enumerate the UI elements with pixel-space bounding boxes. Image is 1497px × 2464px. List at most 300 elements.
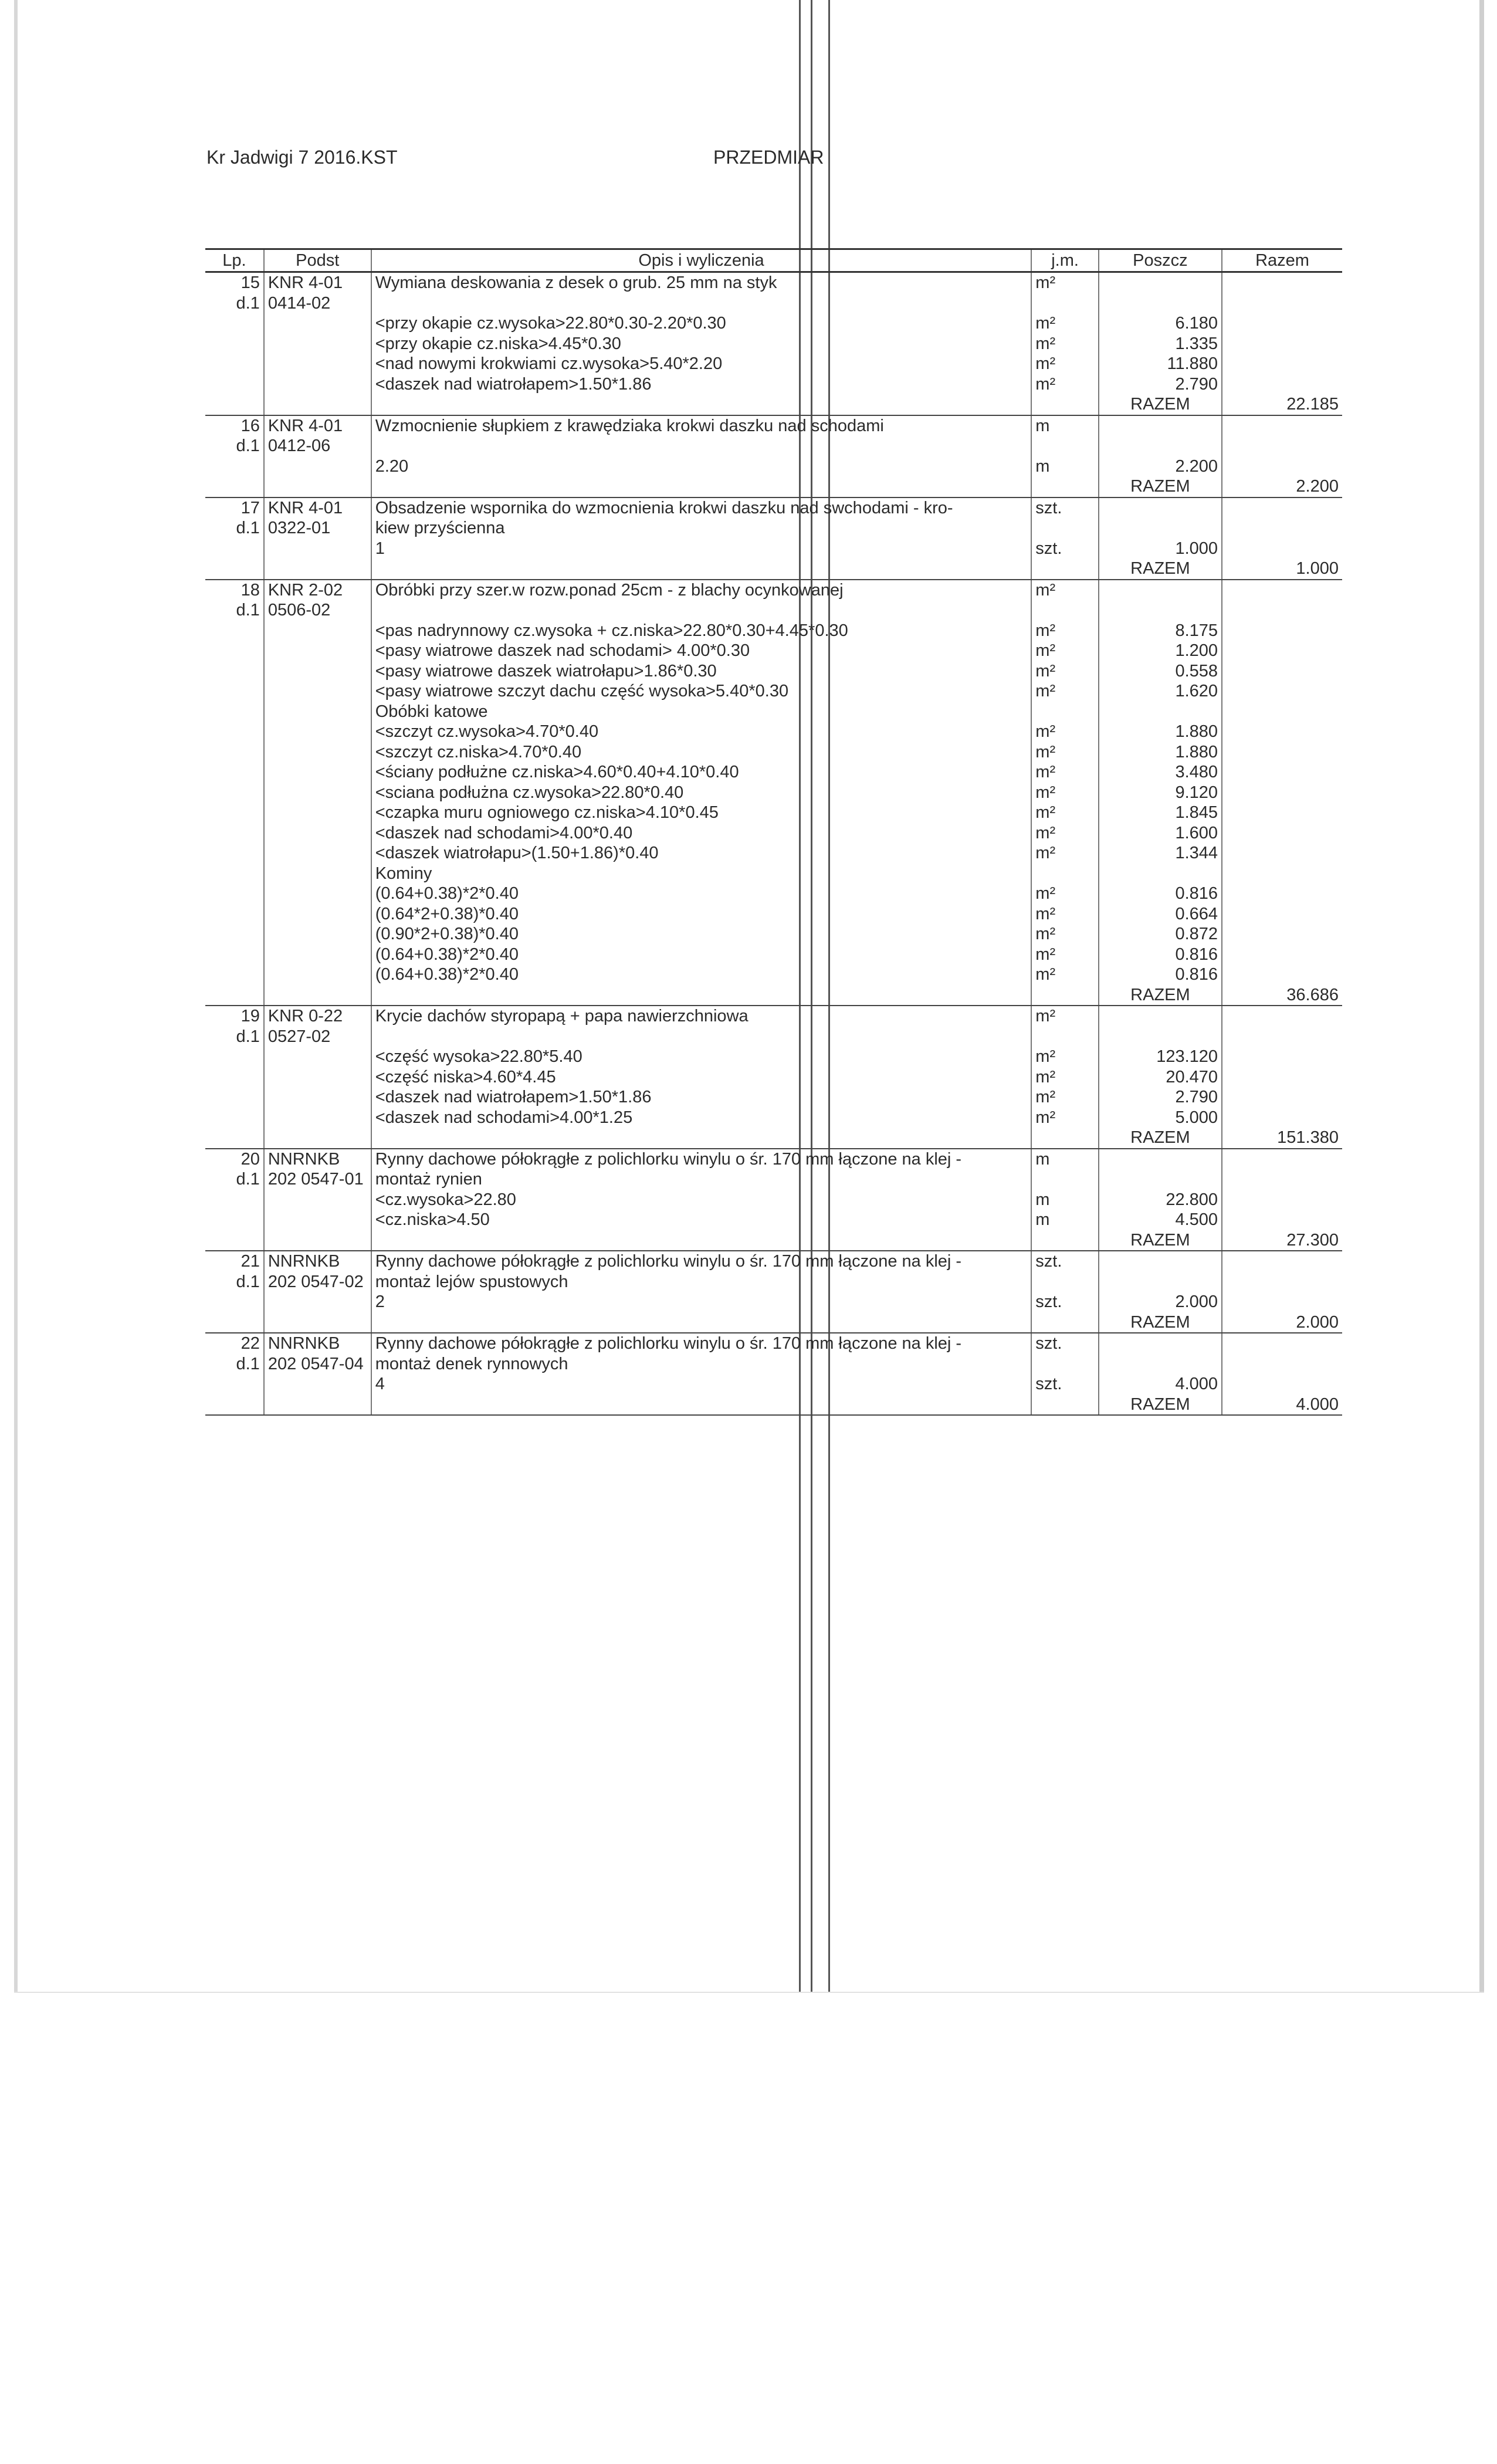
podst-cell: KNR 2-02 <box>264 580 371 601</box>
razem-cell <box>1222 334 1342 354</box>
poszcz-cell: RAZEM <box>1099 394 1222 415</box>
scan-edge-right <box>1479 0 1484 1992</box>
opis-cell: <część niska>4.60*4.45 <box>371 1067 1032 1088</box>
jm-cell: szt. <box>1031 497 1099 519</box>
poszcz-cell <box>1099 415 1222 436</box>
podst-cell: 202 0547-04 <box>264 1354 371 1375</box>
calc-row <box>205 621 1342 641</box>
razem-cell <box>1222 580 1342 601</box>
file-name: Kr Jadwigi 7 2016.KST <box>206 147 398 168</box>
col-razem: Razem <box>1222 249 1342 272</box>
lp-cell <box>205 1210 264 1230</box>
razem-cell <box>1222 702 1342 722</box>
lp-cell <box>205 476 264 497</box>
opis-cell: <daszek nad wiatrołapem>1.50*1.86 <box>371 1087 1032 1108</box>
table-body <box>205 272 1342 1416</box>
jm-cell: m² <box>1031 641 1099 661</box>
calc-row <box>205 924 1342 945</box>
poszcz-cell <box>1099 518 1222 539</box>
lp-cell: d.1 <box>205 1027 264 1047</box>
calc-row <box>205 783 1342 803</box>
item-header-row <box>205 415 1342 436</box>
jm-cell <box>1031 600 1099 621</box>
total-row <box>205 1395 1342 1416</box>
jm-cell <box>1031 518 1099 539</box>
total-row <box>205 559 1342 580</box>
item-subheader-row <box>205 518 1342 539</box>
podst-cell <box>264 681 371 702</box>
col-opis: Opis i wyliczenia <box>371 249 1032 272</box>
opis-cell: <nad nowymi krokwiami cz.wysoka>5.40*2.20 <box>371 354 1032 374</box>
jm-cell: m² <box>1031 843 1099 864</box>
razem-cell <box>1222 1006 1342 1027</box>
jm-cell: szt. <box>1031 1251 1099 1272</box>
podst-cell <box>264 803 371 823</box>
jm-cell: m² <box>1031 884 1099 904</box>
jm-cell <box>1031 1230 1099 1251</box>
poszcz-cell: 8.175 <box>1099 621 1222 641</box>
jm-cell: szt. <box>1031 1374 1099 1395</box>
lp-cell <box>205 702 264 722</box>
razem-cell: 1.000 <box>1222 559 1342 580</box>
podst-cell: KNR 4-01 <box>264 272 371 293</box>
lp-cell <box>205 539 264 559</box>
razem-cell <box>1222 313 1342 334</box>
opis-cell: <daszek wiatrołapu>(1.50+1.86)*0.40 <box>371 843 1032 864</box>
jm-cell <box>1031 559 1099 580</box>
podst-cell <box>264 823 371 844</box>
poszcz-cell: 4.500 <box>1099 1210 1222 1230</box>
razem-cell <box>1222 1374 1342 1395</box>
razem-cell <box>1222 415 1342 436</box>
podst-cell <box>264 1374 371 1395</box>
opis-cell: Krycie dachów styropapą + papa nawierzchniowa <box>371 1006 1032 1027</box>
razem-cell <box>1222 945 1342 965</box>
jm-cell: m <box>1031 456 1099 477</box>
lp-cell <box>205 374 264 395</box>
lp-cell: 16 <box>205 415 264 436</box>
jm-cell: szt. <box>1031 539 1099 559</box>
lp-cell <box>205 334 264 354</box>
podst-cell: 202 0547-02 <box>264 1272 371 1292</box>
opis-cell: <daszek nad schodami>4.00*1.25 <box>371 1108 1032 1128</box>
calc-row <box>205 964 1342 985</box>
lp-cell: d.1 <box>205 1354 264 1375</box>
opis-cell: (0.64+0.38)*2*0.40 <box>371 884 1032 904</box>
jm-cell: szt. <box>1031 1292 1099 1312</box>
lp-cell <box>205 1067 264 1088</box>
total-row <box>205 394 1342 415</box>
opis-cell: montaż rynien <box>371 1169 1032 1190</box>
lp-cell <box>205 843 264 864</box>
razem-cell <box>1222 621 1342 641</box>
podst-cell <box>264 1395 371 1416</box>
lp-cell <box>205 313 264 334</box>
razem-cell: 151.380 <box>1222 1128 1342 1149</box>
opis-cell <box>371 1312 1032 1333</box>
calc-row <box>205 1047 1342 1067</box>
jm-cell: m² <box>1031 1006 1099 1027</box>
razem-cell <box>1222 456 1342 477</box>
podst-cell <box>264 313 371 334</box>
lp-cell <box>205 1128 264 1149</box>
lp-cell: 21 <box>205 1251 264 1272</box>
opis-cell: Obóbki katowe <box>371 702 1032 722</box>
calc-row <box>205 313 1342 334</box>
podst-cell <box>264 1190 371 1210</box>
calc-row <box>205 641 1342 661</box>
poszcz-cell: 1.344 <box>1099 843 1222 864</box>
calc-row <box>205 1190 1342 1210</box>
lp-cell <box>205 945 264 965</box>
podst-cell <box>264 1292 371 1312</box>
opis-cell: montaż lejów spustowych <box>371 1272 1032 1292</box>
razem-cell <box>1222 1067 1342 1088</box>
scan-edge-left <box>14 0 18 1992</box>
opis-cell: (0.64*2+0.38)*0.40 <box>371 904 1032 925</box>
jm-cell: m² <box>1031 580 1099 601</box>
opis-cell: Wzmocnienie słupkiem z krawędziaka krokwi daszku nad schodami <box>371 415 1032 436</box>
opis-cell <box>371 985 1032 1006</box>
podst-cell: 0527-02 <box>264 1027 371 1047</box>
razem-cell <box>1222 272 1342 293</box>
poszcz-cell: RAZEM <box>1099 1395 1222 1416</box>
poszcz-cell <box>1099 600 1222 621</box>
lp-cell <box>205 681 264 702</box>
poszcz-cell <box>1099 436 1222 456</box>
poszcz-cell: 3.480 <box>1099 762 1222 783</box>
podst-cell <box>264 1230 371 1251</box>
lp-cell: 19 <box>205 1006 264 1027</box>
poszcz-cell: 1.845 <box>1099 803 1222 823</box>
lp-cell <box>205 985 264 1006</box>
poszcz-cell <box>1099 1006 1222 1027</box>
podst-cell: NNRNKB <box>264 1149 371 1170</box>
podst-cell <box>264 722 371 742</box>
calc-row <box>205 374 1342 395</box>
opis-cell: Kominy <box>371 864 1032 884</box>
razem-cell: 2.000 <box>1222 1312 1342 1333</box>
razem-cell <box>1222 843 1342 864</box>
scan-edge-bottom <box>14 1992 1484 1993</box>
poszcz-cell <box>1099 864 1222 884</box>
poszcz-cell <box>1099 293 1222 314</box>
podst-cell <box>264 1087 371 1108</box>
opis-cell: <daszek nad schodami>4.00*0.40 <box>371 823 1032 844</box>
lp-cell <box>205 722 264 742</box>
razem-cell <box>1222 497 1342 519</box>
podst-cell <box>264 1108 371 1128</box>
lp-cell: d.1 <box>205 1169 264 1190</box>
podst-cell <box>264 354 371 374</box>
item-subheader-row <box>205 1354 1342 1375</box>
calc-row <box>205 681 1342 702</box>
opis-cell: <przy okapie cz.niska>4.45*0.30 <box>371 334 1032 354</box>
lp-cell <box>205 661 264 682</box>
poszcz-cell: RAZEM <box>1099 1230 1222 1251</box>
opis-cell <box>371 436 1032 456</box>
lp-cell: 20 <box>205 1149 264 1170</box>
podst-cell <box>264 374 371 395</box>
lp-cell <box>205 964 264 985</box>
calc-row <box>205 334 1342 354</box>
jm-cell: m <box>1031 415 1099 436</box>
podst-cell <box>264 394 371 415</box>
lp-cell <box>205 1087 264 1108</box>
jm-cell <box>1031 1272 1099 1292</box>
podst-cell: KNR 0-22 <box>264 1006 371 1027</box>
opis-cell: <daszek nad wiatrołapem>1.50*1.86 <box>371 374 1032 395</box>
opis-cell: <cz.wysoka>22.80 <box>371 1190 1032 1210</box>
razem-cell <box>1222 964 1342 985</box>
jm-cell <box>1031 1027 1099 1047</box>
jm-cell: m² <box>1031 964 1099 985</box>
lp-cell <box>205 1395 264 1416</box>
opis-cell <box>371 1128 1032 1149</box>
podst-cell: 0414-02 <box>264 293 371 314</box>
lp-cell <box>205 762 264 783</box>
podst-cell <box>264 1067 371 1088</box>
razem-cell <box>1222 600 1342 621</box>
calc-row <box>205 1108 1342 1128</box>
opis-cell: <pasy wiatrowe daszek wiatrołapu>1.86*0.30 <box>371 661 1032 682</box>
poszcz-cell: 1.620 <box>1099 681 1222 702</box>
podst-cell <box>264 742 371 763</box>
jm-cell <box>1031 293 1099 314</box>
lp-cell <box>205 354 264 374</box>
lp-cell <box>205 904 264 925</box>
lp-cell: 17 <box>205 497 264 519</box>
podst-cell <box>264 476 371 497</box>
calc-row <box>205 843 1342 864</box>
jm-cell <box>1031 1395 1099 1416</box>
poszcz-cell <box>1099 1272 1222 1292</box>
lp-cell: d.1 <box>205 600 264 621</box>
bill-of-quantities-table <box>205 248 1342 1416</box>
jm-cell: m² <box>1031 1047 1099 1067</box>
lp-cell <box>205 1292 264 1312</box>
razem-cell <box>1222 293 1342 314</box>
jm-cell: m² <box>1031 272 1099 293</box>
calc-row <box>205 904 1342 925</box>
calc-row <box>205 354 1342 374</box>
opis-cell: 4 <box>371 1374 1032 1395</box>
lp-cell <box>205 1190 264 1210</box>
lp-cell: d.1 <box>205 436 264 456</box>
lp-cell <box>205 1108 264 1128</box>
item-header-row <box>205 497 1342 519</box>
opis-cell: (0.64+0.38)*2*0.40 <box>371 964 1032 985</box>
podst-cell: 0412-06 <box>264 436 371 456</box>
item-subheader-row <box>205 293 1342 314</box>
razem-cell <box>1222 783 1342 803</box>
poszcz-cell: 2.790 <box>1099 1087 1222 1108</box>
item-header-row <box>205 580 1342 601</box>
calc-row <box>205 884 1342 904</box>
razem-cell <box>1222 803 1342 823</box>
jm-cell: m² <box>1031 681 1099 702</box>
razem-cell: 36.686 <box>1222 985 1342 1006</box>
opis-cell: <pas nadrynnowy cz.wysoka + cz.niska>22.80*0.30+4.45*0.30 <box>371 621 1032 641</box>
opis-cell: <szczyt cz.niska>4.70*0.40 <box>371 742 1032 763</box>
razem-cell <box>1222 1027 1342 1047</box>
jm-cell: m² <box>1031 904 1099 925</box>
razem-cell <box>1222 904 1342 925</box>
col-jm: j.m. <box>1031 249 1099 272</box>
calc-row <box>205 539 1342 559</box>
total-row <box>205 1312 1342 1333</box>
podst-cell: 0506-02 <box>264 600 371 621</box>
calc-row <box>205 1067 1342 1088</box>
opis-cell: <cz.niska>4.50 <box>371 1210 1032 1230</box>
jm-cell <box>1031 1128 1099 1149</box>
calc-row <box>205 1210 1342 1230</box>
razem-cell <box>1222 1210 1342 1230</box>
lp-cell <box>205 641 264 661</box>
opis-cell: (0.64+0.38)*2*0.40 <box>371 945 1032 965</box>
poszcz-cell <box>1099 1027 1222 1047</box>
razem-cell <box>1222 1333 1342 1354</box>
poszcz-cell: 0.664 <box>1099 904 1222 925</box>
podst-cell <box>264 641 371 661</box>
opis-cell <box>371 1395 1032 1416</box>
jm-cell <box>1031 436 1099 456</box>
opis-cell: Rynny dachowe półokrągłe z polichlorku winylu o śr. 170 mm łączone na klej - <box>371 1333 1032 1354</box>
lp-cell <box>205 1312 264 1333</box>
poszcz-cell <box>1099 1333 1222 1354</box>
podst-cell: NNRNKB <box>264 1251 371 1272</box>
podst-cell: NNRNKB <box>264 1333 371 1354</box>
lp-cell: 18 <box>205 580 264 601</box>
lp-cell <box>205 1374 264 1395</box>
jm-cell: szt. <box>1031 1333 1099 1354</box>
opis-cell: kiew przyścienna <box>371 518 1032 539</box>
razem-cell <box>1222 1047 1342 1067</box>
jm-cell: m² <box>1031 762 1099 783</box>
podst-cell <box>264 1047 371 1067</box>
item-subheader-row <box>205 436 1342 456</box>
podst-cell <box>264 945 371 965</box>
razem-cell <box>1222 1292 1342 1312</box>
item-subheader-row <box>205 600 1342 621</box>
opis-cell: Obsadzenie wspornika do wzmocnienia krokwi daszku nad swchodami - kro- <box>371 497 1032 519</box>
jm-cell: m <box>1031 1149 1099 1170</box>
razem-cell <box>1222 1087 1342 1108</box>
podst-cell <box>264 559 371 580</box>
razem-cell: 22.185 <box>1222 394 1342 415</box>
poszcz-cell: RAZEM <box>1099 559 1222 580</box>
lp-cell <box>205 884 264 904</box>
calc-row <box>205 803 1342 823</box>
poszcz-cell: RAZEM <box>1099 1128 1222 1149</box>
calc-row <box>205 456 1342 477</box>
jm-cell: m² <box>1031 354 1099 374</box>
poszcz-cell: 1.880 <box>1099 722 1222 742</box>
razem-cell <box>1222 823 1342 844</box>
opis-cell <box>371 559 1032 580</box>
calc-row <box>205 661 1342 682</box>
opis-cell: <pasy wiatrowe szczyt dachu część wysoka>5.40*0.30 <box>371 681 1032 702</box>
item-subheader-row <box>205 1027 1342 1047</box>
podst-cell: 0322-01 <box>264 518 371 539</box>
item-header-row <box>205 1251 1342 1272</box>
razem-cell <box>1222 884 1342 904</box>
jm-cell: m² <box>1031 661 1099 682</box>
jm-cell: m² <box>1031 313 1099 334</box>
razem-cell <box>1222 1169 1342 1190</box>
item-header-row <box>205 1006 1342 1027</box>
poszcz-cell: 9.120 <box>1099 783 1222 803</box>
poszcz-cell: RAZEM <box>1099 985 1222 1006</box>
lp-cell: d.1 <box>205 1272 264 1292</box>
poszcz-cell: 1.880 <box>1099 742 1222 763</box>
podst-cell <box>264 539 371 559</box>
total-row <box>205 1230 1342 1251</box>
podst-cell <box>264 964 371 985</box>
jm-cell <box>1031 394 1099 415</box>
poszcz-cell: 1.000 <box>1099 539 1222 559</box>
podst-cell <box>264 864 371 884</box>
razem-cell <box>1222 661 1342 682</box>
poszcz-cell: RAZEM <box>1099 1312 1222 1333</box>
razem-cell <box>1222 742 1342 763</box>
podst-cell <box>264 334 371 354</box>
calc-row <box>205 742 1342 763</box>
col-podst: Podst <box>264 249 371 272</box>
item-subheader-row <box>205 1169 1342 1190</box>
poszcz-cell <box>1099 497 1222 519</box>
item-header-row <box>205 1333 1342 1354</box>
lp-cell <box>205 742 264 763</box>
jm-cell: m² <box>1031 742 1099 763</box>
poszcz-cell: RAZEM <box>1099 476 1222 497</box>
lp-cell <box>205 394 264 415</box>
jm-cell: m² <box>1031 945 1099 965</box>
opis-cell: (0.90*2+0.38)*0.40 <box>371 924 1032 945</box>
poszcz-cell: 1.200 <box>1099 641 1222 661</box>
item-subheader-row <box>205 1272 1342 1292</box>
lp-cell: d.1 <box>205 518 264 539</box>
podst-cell <box>264 783 371 803</box>
calc-row <box>205 1374 1342 1395</box>
razem-cell <box>1222 924 1342 945</box>
lp-cell <box>205 621 264 641</box>
calc-row <box>205 762 1342 783</box>
poszcz-cell: 0.816 <box>1099 884 1222 904</box>
razem-cell <box>1222 436 1342 456</box>
calc-row <box>205 823 1342 844</box>
total-row <box>205 985 1342 1006</box>
calc-row <box>205 945 1342 965</box>
opis-cell: <pasy wiatrowe daszek nad schodami> 4.00*0.30 <box>371 641 1032 661</box>
jm-cell: m² <box>1031 374 1099 395</box>
opis-cell: <szczyt cz.wysoka>4.70*0.40 <box>371 722 1032 742</box>
razem-cell <box>1222 518 1342 539</box>
razem-cell <box>1222 1190 1342 1210</box>
poszcz-cell: 5.000 <box>1099 1108 1222 1128</box>
jm-cell: m² <box>1031 722 1099 742</box>
razem-cell <box>1222 539 1342 559</box>
opis-cell: Rynny dachowe półokrągłe z polichlorku winylu o śr. 170 mm łączone na klej - <box>371 1251 1032 1272</box>
razem-cell <box>1222 722 1342 742</box>
opis-cell: <ściany podłużne cz.niska>4.60*0.40+4.10*0.40 <box>371 762 1032 783</box>
poszcz-cell: 123.120 <box>1099 1047 1222 1067</box>
podst-cell: KNR 4-01 <box>264 415 371 436</box>
poszcz-cell: 2.000 <box>1099 1292 1222 1312</box>
opis-cell: Obróbki przy szer.w rozw.ponad 25cm - z blachy ocynkowanej <box>371 580 1032 601</box>
lp-cell: d.1 <box>205 293 264 314</box>
poszcz-cell: 22.800 <box>1099 1190 1222 1210</box>
